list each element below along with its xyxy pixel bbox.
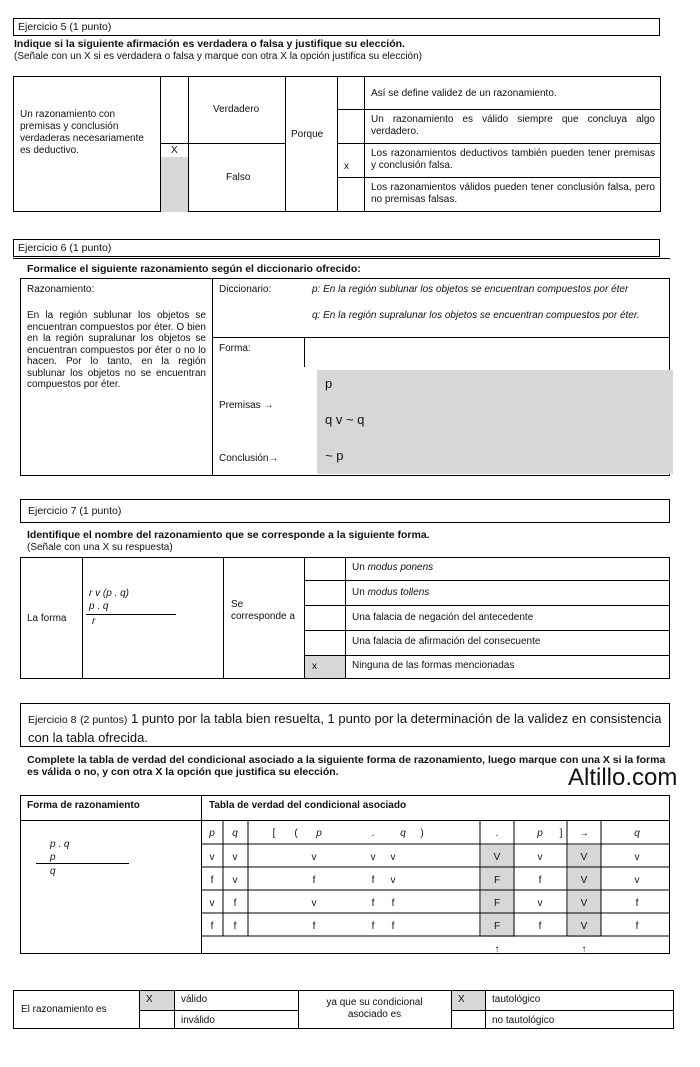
tt-cell: f	[635, 921, 639, 932]
ej8-col-tabla: Tabla de verdad del condicional asociado	[209, 800, 407, 811]
divider	[304, 337, 305, 367]
tt-cell: v	[390, 875, 396, 886]
divider	[160, 143, 286, 144]
ej7-option-2-pre: Un	[352, 587, 368, 598]
tt-cell: v	[311, 852, 317, 863]
ej8-invalido: inválido	[181, 1015, 215, 1026]
divider	[188, 76, 189, 212]
ej7-option-3-text: Una falacia de negación del antecedente	[352, 612, 534, 623]
tt-cell: f	[210, 921, 214, 932]
tt-head-1: q	[232, 828, 238, 839]
ej5-porque-label: Porque	[291, 129, 324, 140]
ej7-option-1-pre: Un	[352, 562, 368, 573]
ej8-ya-que: ya que su condicional asociado es	[326, 997, 423, 1020]
ej6-premisas-label: Premisas →	[219, 400, 274, 411]
tt-cell: F	[493, 875, 501, 886]
tt-head-4: p	[316, 828, 322, 839]
ej8-no-tautologico: no tautológico	[492, 1015, 555, 1026]
tt-head-9: p	[537, 828, 543, 839]
ej8-razonamiento-es: El razonamiento es	[21, 1004, 107, 1015]
ej7-option-2-italic: modus tollens	[367, 587, 430, 598]
divider	[304, 655, 670, 656]
ej6-dict-p: p: En la región sublunar los objetos se encuentran compuestos por éter	[312, 284, 629, 295]
divider	[223, 557, 224, 679]
tt-cell: v	[390, 852, 396, 863]
tt-cell: f	[210, 875, 214, 886]
tt-cell: v	[311, 898, 317, 909]
tt-cell: f	[391, 921, 395, 932]
ej8-form-line-3: q	[50, 866, 56, 877]
ej6-dict-q: q: En la región supralunar los objetos se encuentran compuestos por éter.	[312, 310, 640, 321]
tt-head-10: ]	[559, 828, 563, 839]
watermark-logo: Altillo.com	[568, 764, 678, 791]
ej7-form-line-1: r v (p . q)	[89, 588, 130, 599]
tt-cell: V	[493, 852, 501, 863]
ej8-form-rule	[36, 863, 129, 864]
ej8-points: (2 puntos)	[80, 714, 128, 726]
ej6-title	[18, 242, 111, 254]
ej6-forma-label	[219, 343, 251, 354]
divider	[212, 337, 670, 338]
ej8-header-rest: 1 punto por la tabla bien resuelta, 1 punto por la determinación de la validez en consistencia con la tabla ofrecida.	[28, 711, 662, 745]
tt-cell: v	[537, 852, 543, 863]
ej5-instruction: Indique si la siguiente afirmación es verdadera o falsa y justifique su elección.	[14, 38, 405, 50]
ej7-option-5-mark: x	[312, 661, 317, 672]
ej6-premise-1: p	[325, 376, 333, 391]
divider	[212, 278, 213, 476]
tt-cell: v	[634, 852, 640, 863]
tt-cell: f	[371, 898, 375, 909]
tt-cell: f	[312, 875, 316, 886]
ej6-conclusion: ~ p	[325, 448, 344, 463]
tt-cell: V	[580, 921, 588, 932]
ej6-diccionario-label: Diccionario:	[219, 284, 272, 295]
ej5-option-1-text: Así se define validez de un razonamiento.	[371, 88, 557, 99]
ej7-se-corresponde: Se corresponde a	[231, 599, 295, 622]
ej5-subinstruction: (Señale con un X si es verdadera o falsa y marque con otra X la opción justifica su elección)	[14, 51, 422, 62]
ej7-points: (1 punto)	[79, 505, 122, 517]
ej6-title-text: Ejercicio 6	[18, 242, 67, 254]
tt-cell: f	[538, 921, 542, 932]
ej8-valido: válido	[181, 994, 208, 1005]
ej8-col-forma: Forma de razonamiento	[27, 800, 140, 811]
ej5-title	[18, 21, 111, 33]
divider	[298, 990, 299, 1029]
ej6-forma-label-text: Forma	[219, 343, 248, 354]
tt-head-8: .	[495, 828, 499, 839]
divider	[82, 557, 83, 679]
ej7-title-text: Ejercicio 7	[28, 505, 77, 517]
divider	[337, 109, 661, 110]
ej8-form-line-1: p . q	[50, 839, 70, 850]
tt-cell: f	[635, 898, 639, 909]
tt-head-2: [	[272, 828, 276, 839]
ej6-colon: :	[91, 284, 95, 295]
tt-cell: f	[312, 921, 316, 932]
divider	[13, 258, 670, 259]
divider	[451, 1010, 674, 1011]
divider	[337, 177, 661, 178]
divider	[285, 76, 286, 212]
ej6-points: (1 punto)	[69, 242, 112, 254]
ej7-form-line-2: p . q	[89, 601, 109, 612]
tt-cell: f	[233, 898, 237, 909]
ej8-title	[28, 710, 664, 747]
tt-cell: F	[493, 898, 501, 909]
tt-cell: V	[580, 852, 588, 863]
ej7-title	[28, 505, 121, 517]
ej6-razonamiento-text: En la región sublunar los objetos se encuentran compuestos por éter. O bien en la región supralunar los objetos se encuentran compuestos por éter o no lo hacen. Por lo tanto, en la región sublunar los objetos no se encuentran compuestos por éter.	[27, 310, 206, 390]
ej7-option-4-text: Una falacia de afirmación del consecuente	[352, 636, 541, 647]
tt-cell: f	[391, 898, 395, 909]
ej8-x-tautologico: X	[458, 994, 465, 1005]
up-arrow-icon: ↑	[581, 944, 587, 954]
ej8-x-valido: X	[146, 994, 153, 1005]
tt-cell: v	[537, 898, 543, 909]
tt-cell: f	[538, 875, 542, 886]
divider	[139, 1010, 298, 1011]
up-arrow-icon: ↑	[494, 944, 500, 954]
ej6-answer-area	[317, 370, 673, 474]
ej8-instruction: Complete la tabla de verdad del condicional asociado a la siguiente forma de razonamiento, luego marque con una X si la forma es válida o no, y con otra X la opción que justifica su elección.	[27, 754, 666, 778]
ej6-premise-2: q v ~ q	[325, 412, 365, 427]
tt-cell: V	[580, 898, 588, 909]
ej6-forma-colon: :	[247, 343, 251, 354]
tt-cell: f	[233, 921, 237, 932]
divider	[337, 76, 338, 212]
ej7-option-2-text	[352, 587, 429, 598]
tt-cell: v	[209, 898, 215, 909]
divider	[304, 630, 670, 631]
ej5-x-mark: X	[171, 145, 178, 156]
tt-cell: v	[232, 875, 238, 886]
ej5-option-2-text: Un razonamiento es válido siempre que concluya algo verdadero.	[371, 114, 655, 137]
ej6-instruction: Formalice el siguiente razonamiento según el diccionario ofrecido:	[27, 263, 361, 275]
tt-head-7: )	[420, 828, 424, 839]
ej7-form-rule	[86, 614, 176, 615]
ej5-title-text: Ejercicio 5	[18, 21, 67, 33]
tt-cell: V	[580, 875, 588, 886]
ej5-falso-label: Falso	[226, 172, 251, 183]
tt-cell: F	[493, 921, 501, 932]
divider	[337, 143, 661, 144]
ej5-option-3-text: Los razonamientos deductivos también pueden tener premisas y conclusión falsa.	[371, 148, 655, 171]
ej6-razonamiento-label-text: Razonamiento	[27, 284, 92, 295]
tt-head-6: q	[400, 828, 406, 839]
ej8-tautologico: tautológico	[492, 994, 541, 1005]
divider	[304, 605, 670, 606]
ej5-option-4-text: Los razonamientos válidos pueden tener conclusión falsa, pero no premisas falsas.	[371, 182, 655, 205]
ej5-points: (1 punto)	[69, 21, 112, 33]
tt-cell: v	[634, 875, 640, 886]
ej6-conclusion-label: Conclusión→	[219, 453, 279, 464]
divider	[364, 76, 365, 212]
ej7-mark-cell	[305, 656, 345, 678]
ej7-instruction: Identifique el nombre del razonamiento que se corresponde a la siguiente forma.	[27, 529, 430, 541]
truth-table-grid	[201, 820, 670, 954]
tt-head-0: p	[209, 828, 215, 839]
tt-cell: v	[370, 852, 376, 863]
ej8-form-line-2: p	[50, 852, 56, 863]
ej8-title-text: Ejercicio 8	[28, 714, 77, 726]
truth-table	[201, 820, 670, 954]
ej7-option-1-text	[352, 562, 433, 573]
ej7-option-5-text: Ninguna de las formas mencionadas	[352, 660, 515, 671]
tt-cell: v	[209, 852, 215, 863]
divider	[304, 580, 670, 581]
ej5-falso-mark-cell	[161, 157, 188, 212]
ej8-tautologico-mark-cell	[452, 991, 485, 1010]
tt-head-12: q	[634, 828, 640, 839]
ej5-option-3-mark: x	[344, 161, 349, 172]
ej7-subinstruction: (Señale con una X su respuesta)	[27, 542, 173, 553]
ej7-option-1-italic: modus ponens	[367, 562, 434, 573]
tt-cell: f	[371, 921, 375, 932]
ej6-razonamiento-label	[27, 284, 94, 295]
tt-head-11: →	[579, 828, 589, 839]
tt-cell: f	[371, 875, 375, 886]
ej5-verdadero-label: Verdadero	[213, 104, 260, 115]
tt-head-5: .	[371, 828, 375, 839]
ej5-statement: Un razonamiento con premisas y conclusión verdaderas necesariamente es deductivo.	[20, 109, 144, 156]
tt-cell: v	[232, 852, 238, 863]
ej7-la-forma-label: La forma	[27, 613, 67, 624]
ej7-form-line-3: r	[92, 616, 96, 627]
divider	[345, 557, 346, 679]
tt-head-3: (	[294, 828, 298, 839]
